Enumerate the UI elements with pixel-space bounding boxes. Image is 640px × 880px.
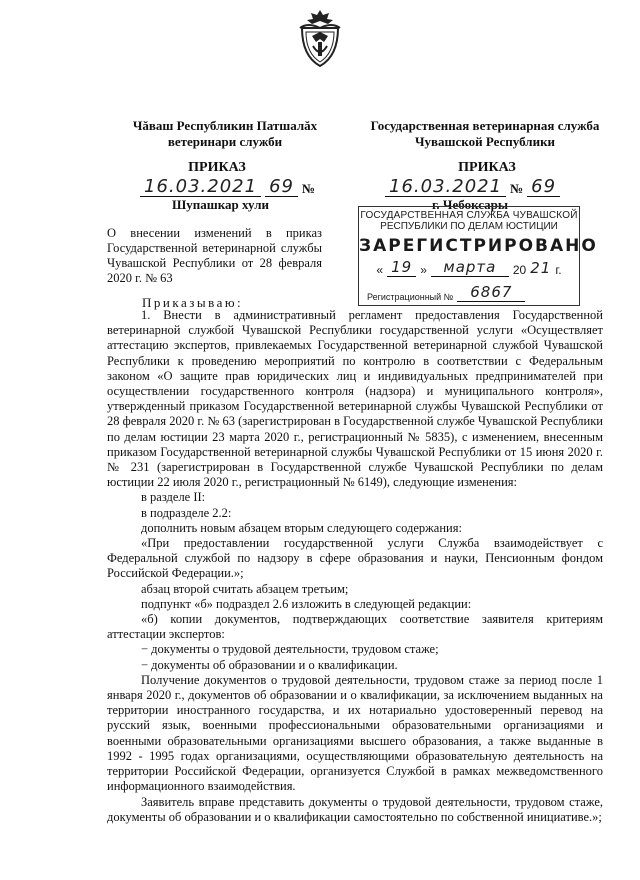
- body-paragraph: «При предоставлении государственной услуги Служба взаимодействует с Федеральной службой по надзору в сфере образования и науки, Пенсионным фондом Российской Федерации.»;: [107, 536, 603, 581]
- order-subject: О внесении изменений в приказ Государственной ветеринарной службы Чувашской Республики от 28 февраля 2020 г. № 63: [107, 226, 322, 285]
- body-paragraph: в подразделе 2.2:: [141, 505, 232, 520]
- body-paragraph: «б) копии документов, подтверждающих соответствие заявителя критериям аттестации экспертов:: [107, 612, 603, 642]
- stamp-date: [359, 258, 579, 277]
- stamp-line1: ГОСУДАРСТВЕННАЯ СЛУЖБА ЧУВАШСКОЙ: [360, 210, 578, 221]
- stamp-reg: [359, 283, 579, 302]
- registration-stamp: [358, 206, 598, 306]
- body-paragraph: Получение документов о трудовой деятельности, трудовом стаже за период после 1 января 2020 г., документов об образовании и о квалификации, за исключением выданных на территории иностранного государства, и их нотариально удостоверенный перевод на русский язык, военными профессиональными образовательными организациями и военными образовательными организациями высшего образования, а также выданные в 1992 - 1995 годах организациями, осуществляющими образовательную деятельность на территории Российской Федерации, организуется Службой в рамках межведомственного информационного взаимодействия.: [107, 672, 603, 794]
- body-paragraph: абзац второй считать абзацем третьим;: [141, 581, 349, 596]
- right-org-line2: Чувашской Республики: [414, 134, 556, 149]
- body-paragraph: подпункт «б» подраздел 2.6 изложить в следующей редакции:: [141, 596, 472, 611]
- stamp-year-suffix: 21: [530, 259, 552, 277]
- body-list-item: − документы об образовании и о квалификации.: [141, 657, 398, 672]
- right-org-line1: Государственная ветеринарная служба: [370, 118, 600, 133]
- body-paragraph: в разделе II:: [141, 490, 206, 505]
- stamp-reg-label: Регистрационный №: [367, 292, 454, 302]
- body-paragraph: дополнить новым абзацем вторым следующего содержания:: [141, 520, 462, 535]
- stamp-day-open: «: [376, 263, 384, 277]
- stamp-month: марта: [431, 258, 509, 277]
- right-city: г. Чебоксары: [432, 197, 509, 212]
- order-command: Приказываю:: [142, 295, 244, 310]
- left-date: 16.03.2021: [140, 178, 261, 197]
- body-paragraph: Заявитель вправе представить документы о трудовой деятельности, трудовом стаже, документы об образовании и о квалификации самостоятельно по собственной инициативе.»;: [107, 794, 603, 824]
- left-number-sign: №: [301, 181, 316, 196]
- right-number: 69: [527, 178, 560, 197]
- left-org-line1: Чăваш Республикин Патшалăх: [132, 118, 318, 133]
- stamp-day-close: »: [420, 263, 427, 277]
- right-date: 16.03.2021: [385, 178, 506, 197]
- coat-of-arms-emblem: [296, 6, 344, 70]
- stamp-year-prefix: 20: [512, 263, 527, 277]
- body-list-item: − документы о трудовой деятельности, трудовом стаже;: [141, 642, 439, 657]
- left-org-name: [100, 118, 350, 150]
- right-order-title: ПРИКАЗ: [458, 160, 516, 175]
- stamp-day: 19: [387, 258, 416, 277]
- stamp-reg-number: 6867: [457, 283, 525, 302]
- right-org-name: [360, 118, 610, 150]
- stamp-line2: РЕСПУБЛИКИ ПО ДЕЛАМ ЮСТИЦИИ: [380, 221, 558, 232]
- stamp-title: ЗАРЕГИСТРИРОВАНО: [359, 236, 598, 256]
- order-body: [107, 308, 603, 825]
- left-date-number: [140, 178, 315, 197]
- left-number: 69: [265, 178, 298, 197]
- stamp-year-end: г.: [555, 263, 562, 277]
- right-date-number: [385, 178, 560, 197]
- body-paragraph: 1. Внести в административный регламент предоставления Государственной ветеринарной службой Чувашской Республики государственной услуги «Осуществляет аттестацию экспертов, привлекаемых Государственной ветеринарной службой Чувашской Республики к проведению мероприятий по контролю в соответствии с Федеральным законом «О защите прав юридических лиц и индивидуальных предпринимателей при осуществлении государственного контроля (надзора) и муниципального контроля», утвержденный приказом Государственной ветеринарной службы Чувашской Республики от 28 февраля 2020 г. № 63 (зарегистрирован в Государственной службе Чувашской Республики по делам юстиции 23 марта 2020 г., регистрационный № 5835), с изменением, внесенным приказом Государственной ветеринарной службы Чувашской Республики от 15 июня 2020 г. № 231 (зарегистрирован в Государственной службе Чувашской Республики по делам юстиции 22 июля 2020 г., регистрационный № 6149), следующие изменения:: [107, 308, 603, 490]
- right-number-sign: №: [510, 181, 524, 196]
- left-city: Шупашкар хули: [172, 197, 269, 212]
- left-org-line2: ветеринари служби: [167, 134, 283, 149]
- left-order-title: ПРИКАЗ: [188, 160, 246, 175]
